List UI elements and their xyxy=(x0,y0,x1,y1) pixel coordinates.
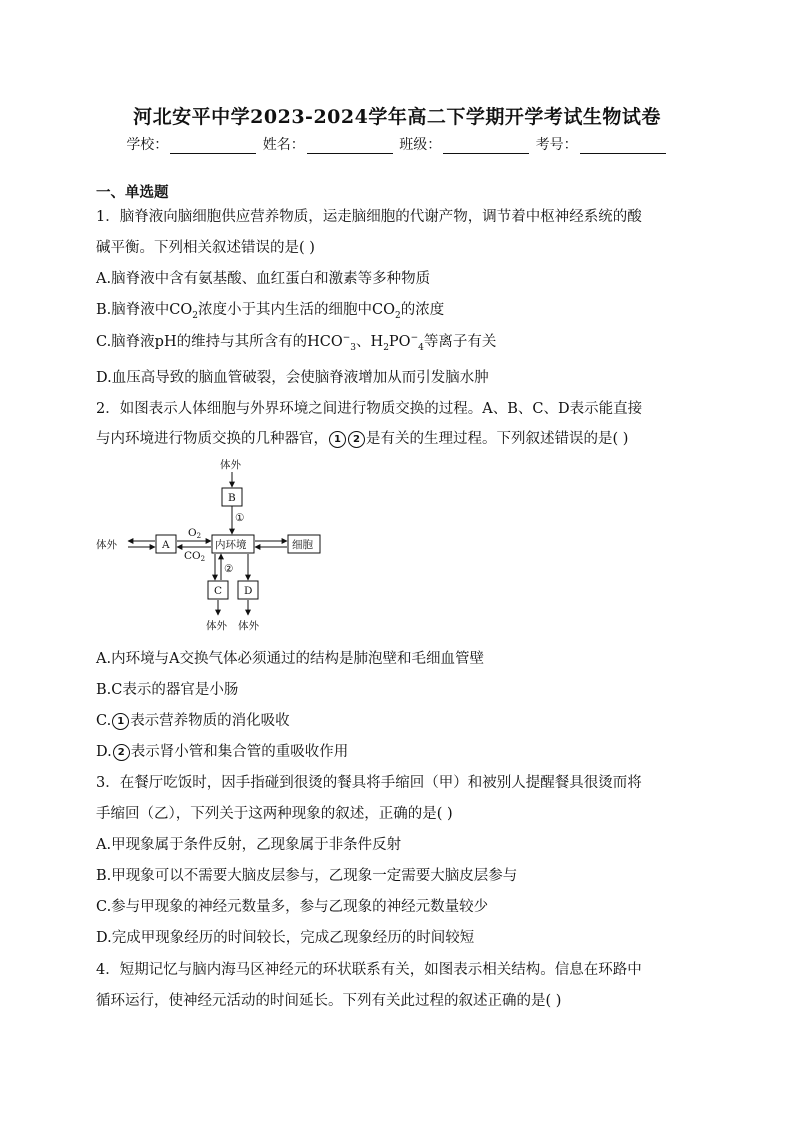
label-co2: CO2 xyxy=(184,550,206,563)
q2-option-d: D. 2 表示肾小管和集合管的重吸收作用 xyxy=(96,744,349,760)
label-o2: O2 xyxy=(188,527,202,540)
q2-stem-line1: 2．如图表示人体细胞与外界环境之间进行物质交换的过程。A、B、C、D表示能直接 xyxy=(96,401,643,417)
label-a: A xyxy=(162,539,170,551)
label-cell: 细胞 xyxy=(292,539,313,551)
q2-option-a: A.内环境与A交换气体必须通过的结构是肺泡壁和毛细血管壁 xyxy=(96,651,485,667)
label-env: 内环境 xyxy=(215,539,247,551)
q4-stem-line2: 循环运行，使神经元活动的时间延长。下列有关此过程的叙述正确的是( ) xyxy=(96,993,562,1009)
q3-option-d: D.完成甲现象经历的时间较长，完成乙现象经历的时间较短 xyxy=(96,930,475,946)
label-process-2: ② xyxy=(224,563,234,575)
q1-option-d: D.血压高导致的脑血管破裂，会使脑脊液增加从而引发脑水肿 xyxy=(96,370,489,386)
q4-stem-line1: 4．短期记忆与脑内海马区神经元的环状联系有关，如图表示相关结构。信息在环路中 xyxy=(96,962,642,978)
label-outside-c: 体外 xyxy=(206,620,227,632)
label-b: B xyxy=(228,492,236,504)
q3-option-a: A.甲现象属于条件反射，乙现象属于非条件反射 xyxy=(96,837,402,853)
q1-stem-line1: 1．脑脊液向脑细胞供应营养物质，运走脑细胞的代谢产物，调节着中枢神经系统的酸 xyxy=(96,209,642,225)
label-c: C xyxy=(214,585,223,597)
school-label: 学校： xyxy=(126,137,169,153)
number-label: 考号： xyxy=(535,137,578,153)
label-outside-top: 体外 xyxy=(220,459,241,471)
q2-option-b: B.C表示的器官是小肠 xyxy=(96,682,239,698)
name-blank xyxy=(307,139,393,154)
q3-option-c: C.参与甲现象的神经元数量多，参与乙现象的神经元数量较少 xyxy=(96,899,489,915)
q3-stem-line1: 3．在餐厅吃饭时，因手指碰到很烫的餐具将手缩回（甲）和被别人提醒餐具很烫而将 xyxy=(96,775,642,791)
q3-stem-line2: 手缩回（乙），下列关于这两种现象的叙述，正确的是( ) xyxy=(96,806,453,822)
q1-stem-line2: 碱平衡。下列相关叙述错误的是( ) xyxy=(96,240,315,256)
q3-option-b: B.甲现象可以不需要大脑皮层参与，乙现象一定需要大脑皮层参与 xyxy=(96,868,518,884)
label-d: D xyxy=(244,585,253,597)
name-label: 姓名： xyxy=(262,137,305,153)
school-blank xyxy=(170,139,256,154)
q2-stem-line2: 与内环境进行物质交换的几种器官， 1 2 是有关的生理过程。下列叙述错误的是( ) xyxy=(96,431,629,447)
label-outside-left: 体外 xyxy=(96,539,117,551)
section-heading: 一、单选题 xyxy=(96,184,169,201)
student-info-row xyxy=(0,134,794,154)
class-label: 班级： xyxy=(399,137,442,153)
number-blank xyxy=(580,139,666,154)
exchange-diagram xyxy=(92,455,332,635)
label-process-1: ① xyxy=(235,512,245,524)
exam-title: 河北安平中学2023-2024学年高二下学期开学考试生物试卷 xyxy=(133,106,661,128)
q1-option-b: B.脑脊液中$CO_2$浓度小于其内生活的细胞中$CO_2$的浓度 xyxy=(96,302,445,321)
class-blank xyxy=(443,139,529,154)
label-outside-d: 体外 xyxy=(238,620,259,632)
q1-option-c: C.脑脊液pH的维持与其所含有的$HCO^-_3$、$H_2PO^-_4$等离子有关 xyxy=(96,333,497,353)
q2-option-c: C. 1 表示营养物质的消化吸收 xyxy=(96,713,290,729)
q1-option-a: A.脑脊液中含有氨基酸、血红蛋白和激素等多种物质 xyxy=(96,271,431,287)
